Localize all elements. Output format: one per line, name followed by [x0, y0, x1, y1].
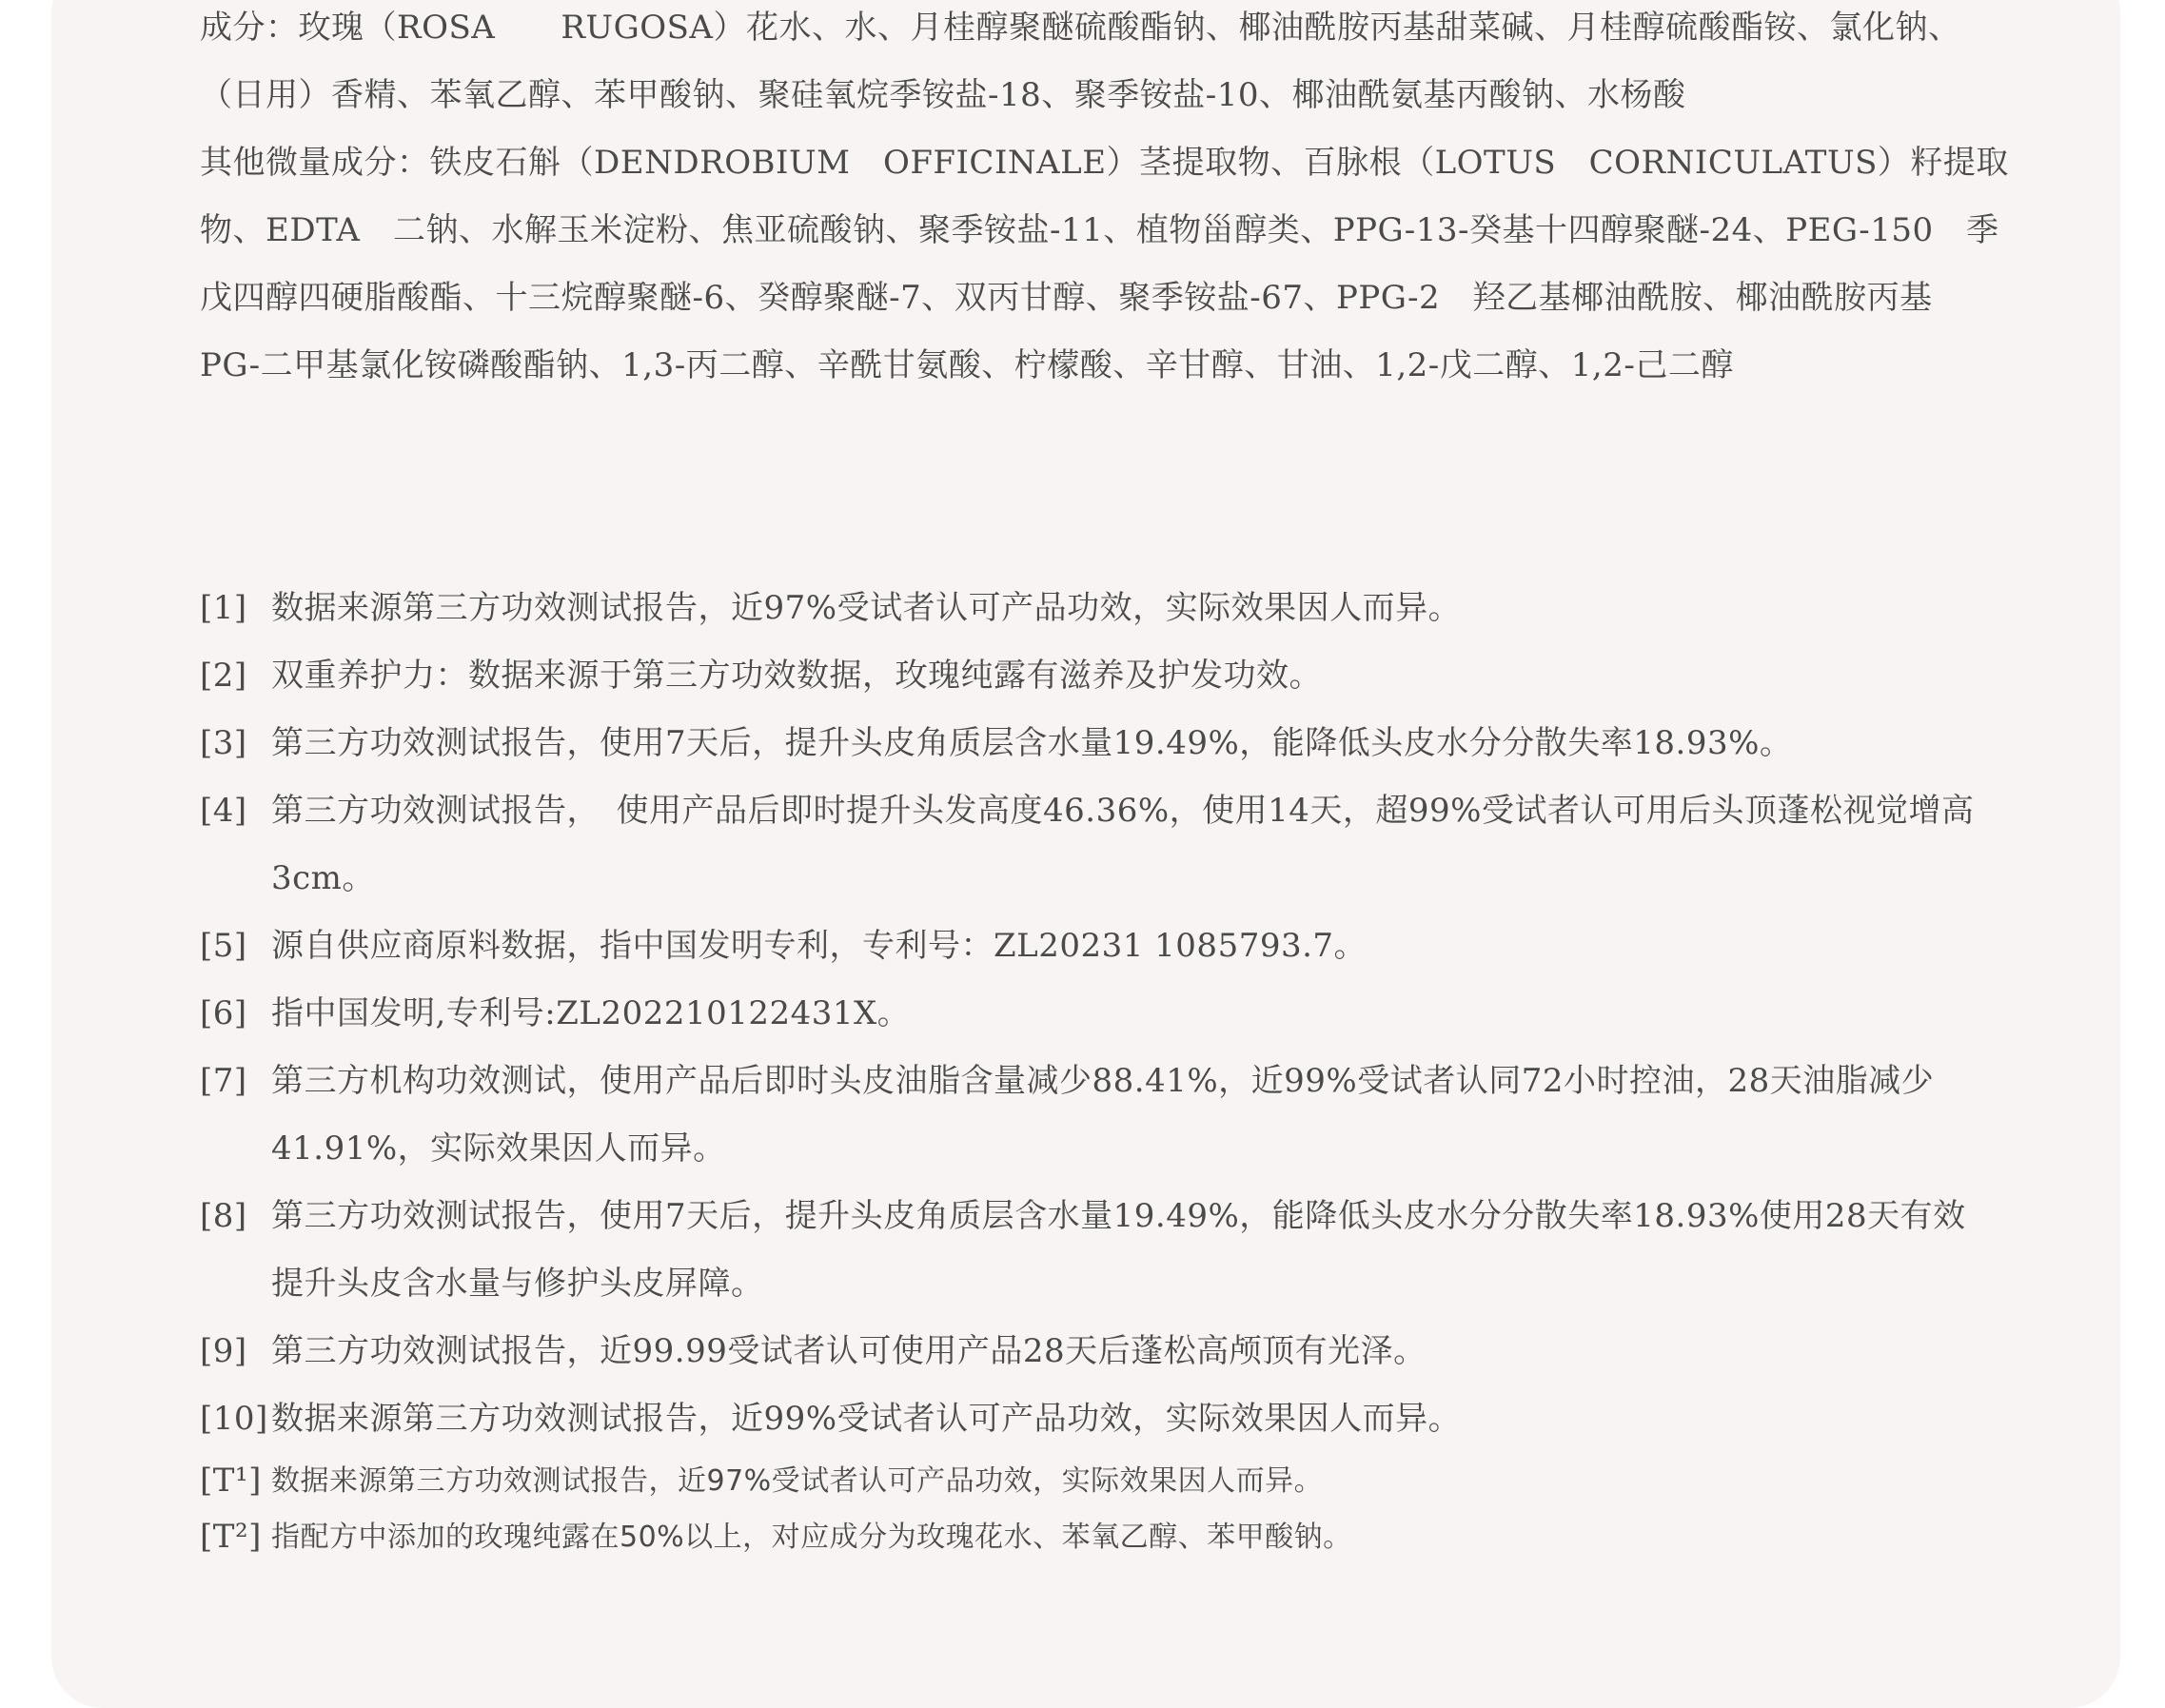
- footnote-number: [3]: [200, 724, 247, 762]
- footnote-item: [200, 1048, 1979, 1183]
- footnote-text: 双重养护力：数据来源于第三方功效数据，玫瑰纯露有滋养及护发功效。: [271, 657, 1322, 695]
- footnote-item: [200, 1509, 1979, 1565]
- footnote-text: 数据来源第三方功效测试报告，近97%受试者认可产品功效，实际效果因人而异。: [271, 589, 1462, 627]
- ingredients-line: 物、EDTA 二钠、水解玉米淀粉、焦亚硫酸钠、聚季铵盐-11、植物甾醇类、PPG-13-癸基十四醇聚醚-24、PEG-150 季: [200, 211, 1999, 249]
- footnote-text: 数据来源第三方功效测试报告，近97%受试者认可产品功效，实际效果因人而异。: [271, 1464, 1324, 1498]
- footnote-text: 第三方功效测试报告，近99.99受试者认可使用产品28天后蓬松高颅顶有光泽。: [271, 1332, 1427, 1370]
- footnotes-list: [200, 575, 1979, 1565]
- footnote-number: [8]: [200, 1197, 247, 1235]
- footnote-number: [1]: [200, 589, 247, 627]
- footnote-number: [T¹]: [200, 1462, 262, 1500]
- footnote-item: [200, 1385, 1979, 1453]
- footnote-text: 指配方中添加的玫瑰纯露在50%以上，对应成分为玫瑰花水、苯氧乙醇、苯甲酸钠。: [271, 1521, 1352, 1554]
- footnote-text: 数据来源第三方功效测试报告，近99%受试者认可产品功效，实际效果因人而异。: [271, 1400, 1462, 1438]
- ingredients-line: PG-二甲基氯化铵磷酸酯钠、1,3-丙二醇、辛酰甘氨酸、柠檬酸、辛甘醇、甘油、1,2-戊二醇、1,2-己二醇: [200, 346, 1734, 384]
- footnote-item: [200, 1318, 1979, 1385]
- footnote-number: [10]: [200, 1400, 268, 1438]
- footnote-number: [5]: [200, 927, 247, 965]
- ingredients-line: 成分：玫瑰（ROSA RUGOSA）花水、水、月桂醇聚醚硫酸酯钠、椰油酰胺丙基甜菜碱、月桂醇硫酸酯铵、氯化钠、: [200, 9, 1961, 47]
- footnote-text: 指中国发明,专利号:ZL202210122431X。: [271, 994, 911, 1032]
- footnote-item: [200, 777, 1979, 913]
- footnote-number: [9]: [200, 1332, 247, 1370]
- footnote-text: 源自供应商原料数据，指中国发明专利，专利号：ZL20231 1085793.7。: [271, 927, 1368, 965]
- footnote-item: [200, 710, 1979, 777]
- footnote-item: [200, 1183, 1979, 1318]
- footnote-item: [200, 575, 1979, 642]
- footnote-item: [200, 980, 1979, 1048]
- footnote-item: [200, 642, 1979, 710]
- footnote-number: [4]: [200, 792, 247, 830]
- footnote-item: [200, 913, 1979, 980]
- footnote-number: [T²]: [200, 1518, 262, 1556]
- ingredients-line: 戊四醇四硬脂酸酯、十三烷醇聚醚-6、癸醇聚醚-7、双丙甘醇、聚季铵盐-67、PPG-2 羟乙基椰油酰胺、椰油酰胺丙基: [200, 279, 1933, 317]
- ingredients-line: 其他微量成分：铁皮石斛（DENDROBIUM OFFICINALE）茎提取物、百脉根（LOTUS CORNICULATUS）籽提取: [200, 144, 2009, 182]
- footnote-text: 第三方功效测试报告，使用7天后，提升头皮角质层含水量19.49%，能降低头皮水分分散失率18.93%。: [271, 724, 1793, 762]
- footnote-text: 第三方机构功效测试，使用产品后即时头皮油脂含量减少88.41%，近99%受试者认同72小时控油，28天油脂减少41.91%，实际效果因人而异。: [271, 1062, 1935, 1168]
- footnote-item: [200, 1453, 1979, 1509]
- footnote-text: 第三方功效测试报告， 使用产品后即时提升头发高度46.36%，使用14天，超99%受试者认可用后头顶蓬松视觉增高3cm。: [271, 792, 1975, 897]
- ingredients-line: （日用）香精、苯氧乙醇、苯甲酸钠、聚硅氧烷季铵盐-18、聚季铵盐-10、椰油酰氨基丙酸钠、水杨酸: [200, 76, 1686, 114]
- footnote-number: [7]: [200, 1062, 247, 1100]
- footnote-number: [2]: [200, 657, 247, 695]
- footnote-text: 第三方功效测试报告，使用7天后，提升头皮角质层含水量19.49%，能降低头皮水分分散失率18.93%使用28天有效提升头皮含水量与修护头皮屏障。: [271, 1197, 1966, 1303]
- footnote-number: [6]: [200, 994, 247, 1032]
